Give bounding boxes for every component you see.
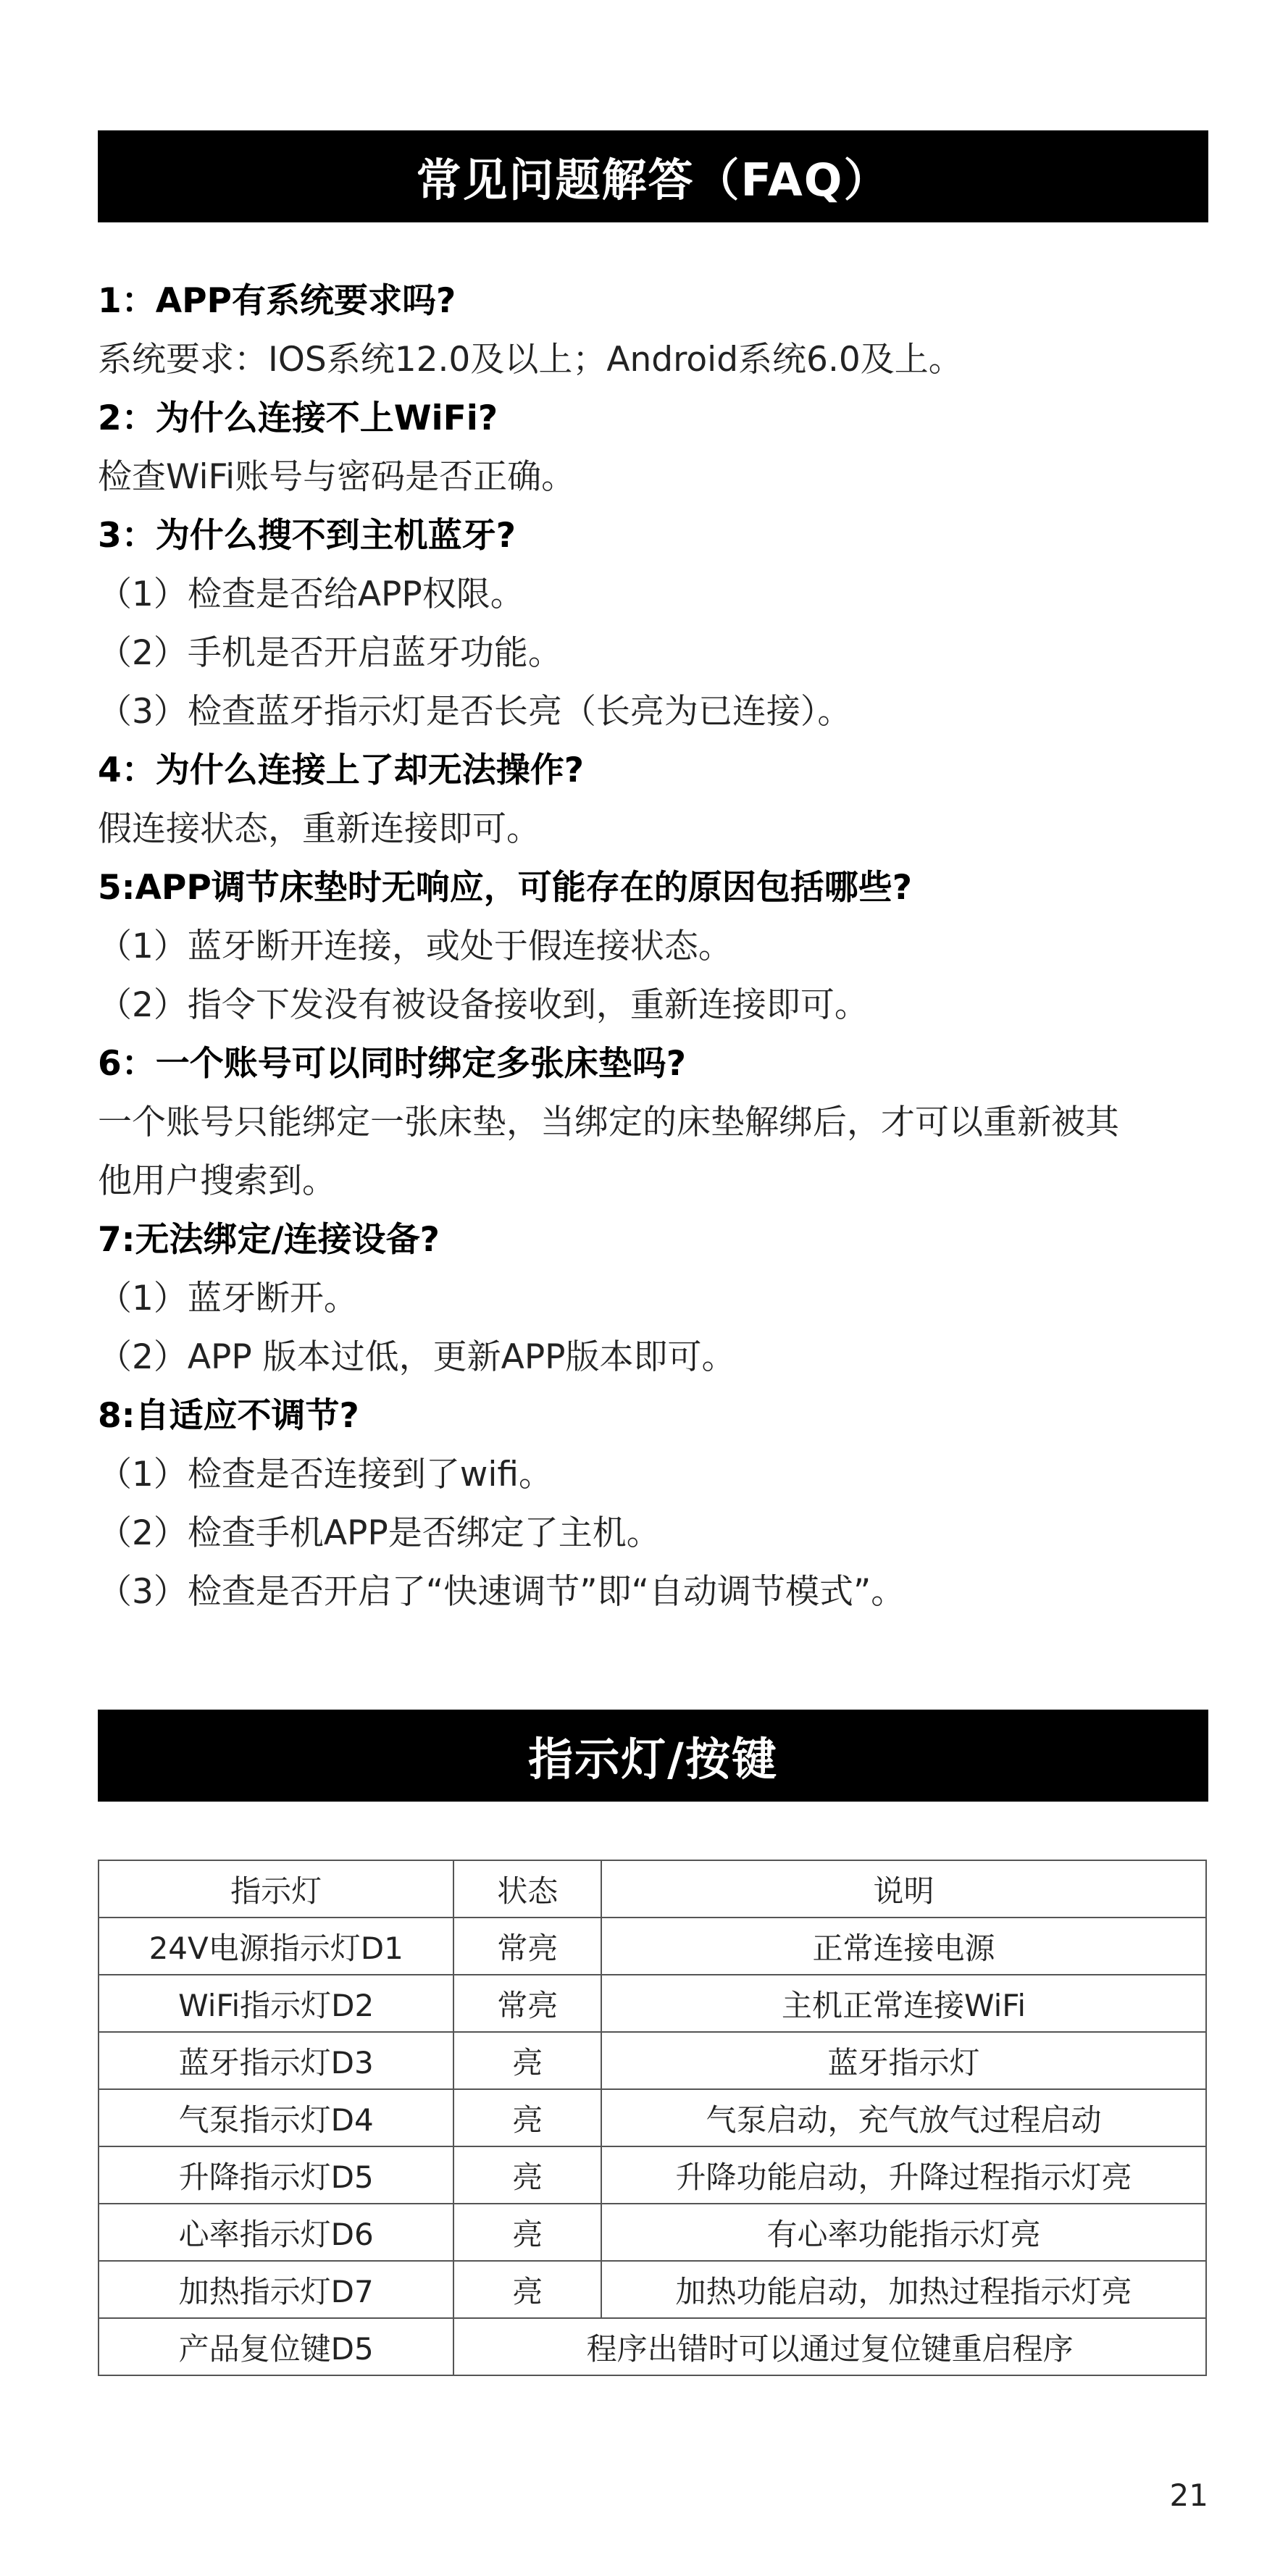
cell-description: 有心率功能指示灯亮	[601, 2204, 1206, 2261]
cell-description: 加热功能启动，加热过程指示灯亮	[601, 2261, 1206, 2318]
faq-question: 7:无法绑定/连接设备?	[98, 1220, 440, 1260]
faq-question: 2：为什么连接不上WiFi?	[98, 398, 498, 438]
cell-description: 蓝牙指示灯	[601, 2032, 1206, 2089]
table-row	[99, 2318, 1206, 2375]
table-row	[99, 2032, 1206, 2089]
faq-answer: （1）蓝牙断开连接，或处于假连接状态。	[98, 927, 732, 966]
cell-description: 升降功能启动，升降过程指示灯亮	[601, 2146, 1206, 2204]
table-header-row	[99, 1860, 1206, 1918]
cell-indicator: 24V电源指示灯D1	[99, 1918, 453, 1975]
faq-answer: （1）检查是否给APP权限。	[98, 574, 524, 614]
indicator-table	[98, 1860, 1207, 2376]
faq-title-banner	[98, 130, 1208, 222]
cell-description: 主机正常连接WiFi	[601, 1975, 1206, 2032]
faq-title: 常见问题解答（FAQ）	[416, 154, 890, 206]
cell-description: 正常连接电源	[601, 1918, 1206, 1975]
cell-state: 亮	[453, 2032, 601, 2089]
cell-description: 气泵启动，充气放气过程启动	[601, 2089, 1206, 2146]
faq-list	[98, 272, 1228, 1621]
cell-indicator: 蓝牙指示灯D3	[99, 2032, 453, 2089]
table-row	[99, 2261, 1206, 2318]
cell-indicator: 产品复位键D5	[99, 2318, 453, 2375]
faq-answer: （2）检查手机APP是否绑定了主机。	[98, 1513, 661, 1553]
faq-answer: 假连接状态，重新连接即可。	[98, 809, 540, 849]
faq-answer: （2）手机是否开启蓝牙功能。	[98, 633, 562, 673]
cell-state: 常亮	[453, 1918, 601, 1975]
cell-state: 亮	[453, 2146, 601, 2204]
faq-question: 8:自适应不调节?	[98, 1396, 359, 1436]
table-row	[99, 2146, 1206, 2204]
cell-state: 常亮	[453, 1975, 601, 2032]
faq-question: 6：一个账号可以同时绑定多张床垫吗?	[98, 1044, 686, 1084]
header-indicator: 指示灯	[99, 1860, 453, 1918]
faq-answer: （3）检查蓝牙指示灯是否长亮（长亮为已连接）。	[98, 692, 852, 732]
cell-indicator: WiFi指示灯D2	[99, 1975, 453, 2032]
faq-answer: 检查WiFi账号与密码是否正确。	[98, 457, 576, 497]
cell-indicator: 心率指示灯D6	[99, 2204, 453, 2261]
faq-answer: （1）蓝牙断开。	[98, 1279, 358, 1318]
table-row	[99, 1918, 1206, 1975]
faq-question: 3：为什么搜不到主机蓝牙?	[98, 516, 516, 556]
faq-answer: 一个账号只能绑定一张床垫，当绑定的床垫解绑后，才可以重新被其	[98, 1103, 1119, 1142]
faq-answer: （1）检查是否连接到了wifi。	[98, 1455, 553, 1494]
table-row	[99, 1975, 1206, 2032]
faq-question: 1：APP有系统要求吗?	[98, 281, 456, 321]
cell-description: 程序出错时可以通过复位键重启程序	[453, 2318, 1206, 2375]
faq-question: 5:APP调节床垫时无响应，可能存在的原因包括哪些?	[98, 868, 913, 908]
faq-answer: （2）APP 版本过低，更新APP版本即可。	[98, 1337, 736, 1377]
cell-state: 亮	[453, 2089, 601, 2146]
table-row	[99, 2089, 1206, 2146]
cell-state: 亮	[453, 2261, 601, 2318]
cell-indicator: 气泵指示灯D4	[99, 2089, 453, 2146]
faq-question: 4：为什么连接上了却无法操作?	[98, 750, 584, 790]
faq-answer: （3）检查是否开启了“快速调节”即“自动调节模式”。	[98, 1572, 906, 1612]
indicator-title-banner	[98, 1710, 1208, 1802]
faq-answer: 系统要求：IOS系统12.0及以上；Android系统6.0及上。	[98, 340, 963, 380]
indicator-title: 指示灯/按键	[528, 1733, 778, 1786]
page-number: 21	[1169, 2477, 1208, 2513]
header-state: 状态	[453, 1860, 601, 1918]
faq-answer: （2）指令下发没有被设备接收到，重新连接即可。	[98, 985, 869, 1025]
table-row	[99, 2204, 1206, 2261]
cell-indicator: 加热指示灯D7	[99, 2261, 453, 2318]
cell-indicator: 升降指示灯D5	[99, 2146, 453, 2204]
header-description: 说明	[601, 1860, 1206, 1918]
cell-state: 亮	[453, 2204, 601, 2261]
faq-answer: 他用户搜索到。	[98, 1161, 336, 1201]
